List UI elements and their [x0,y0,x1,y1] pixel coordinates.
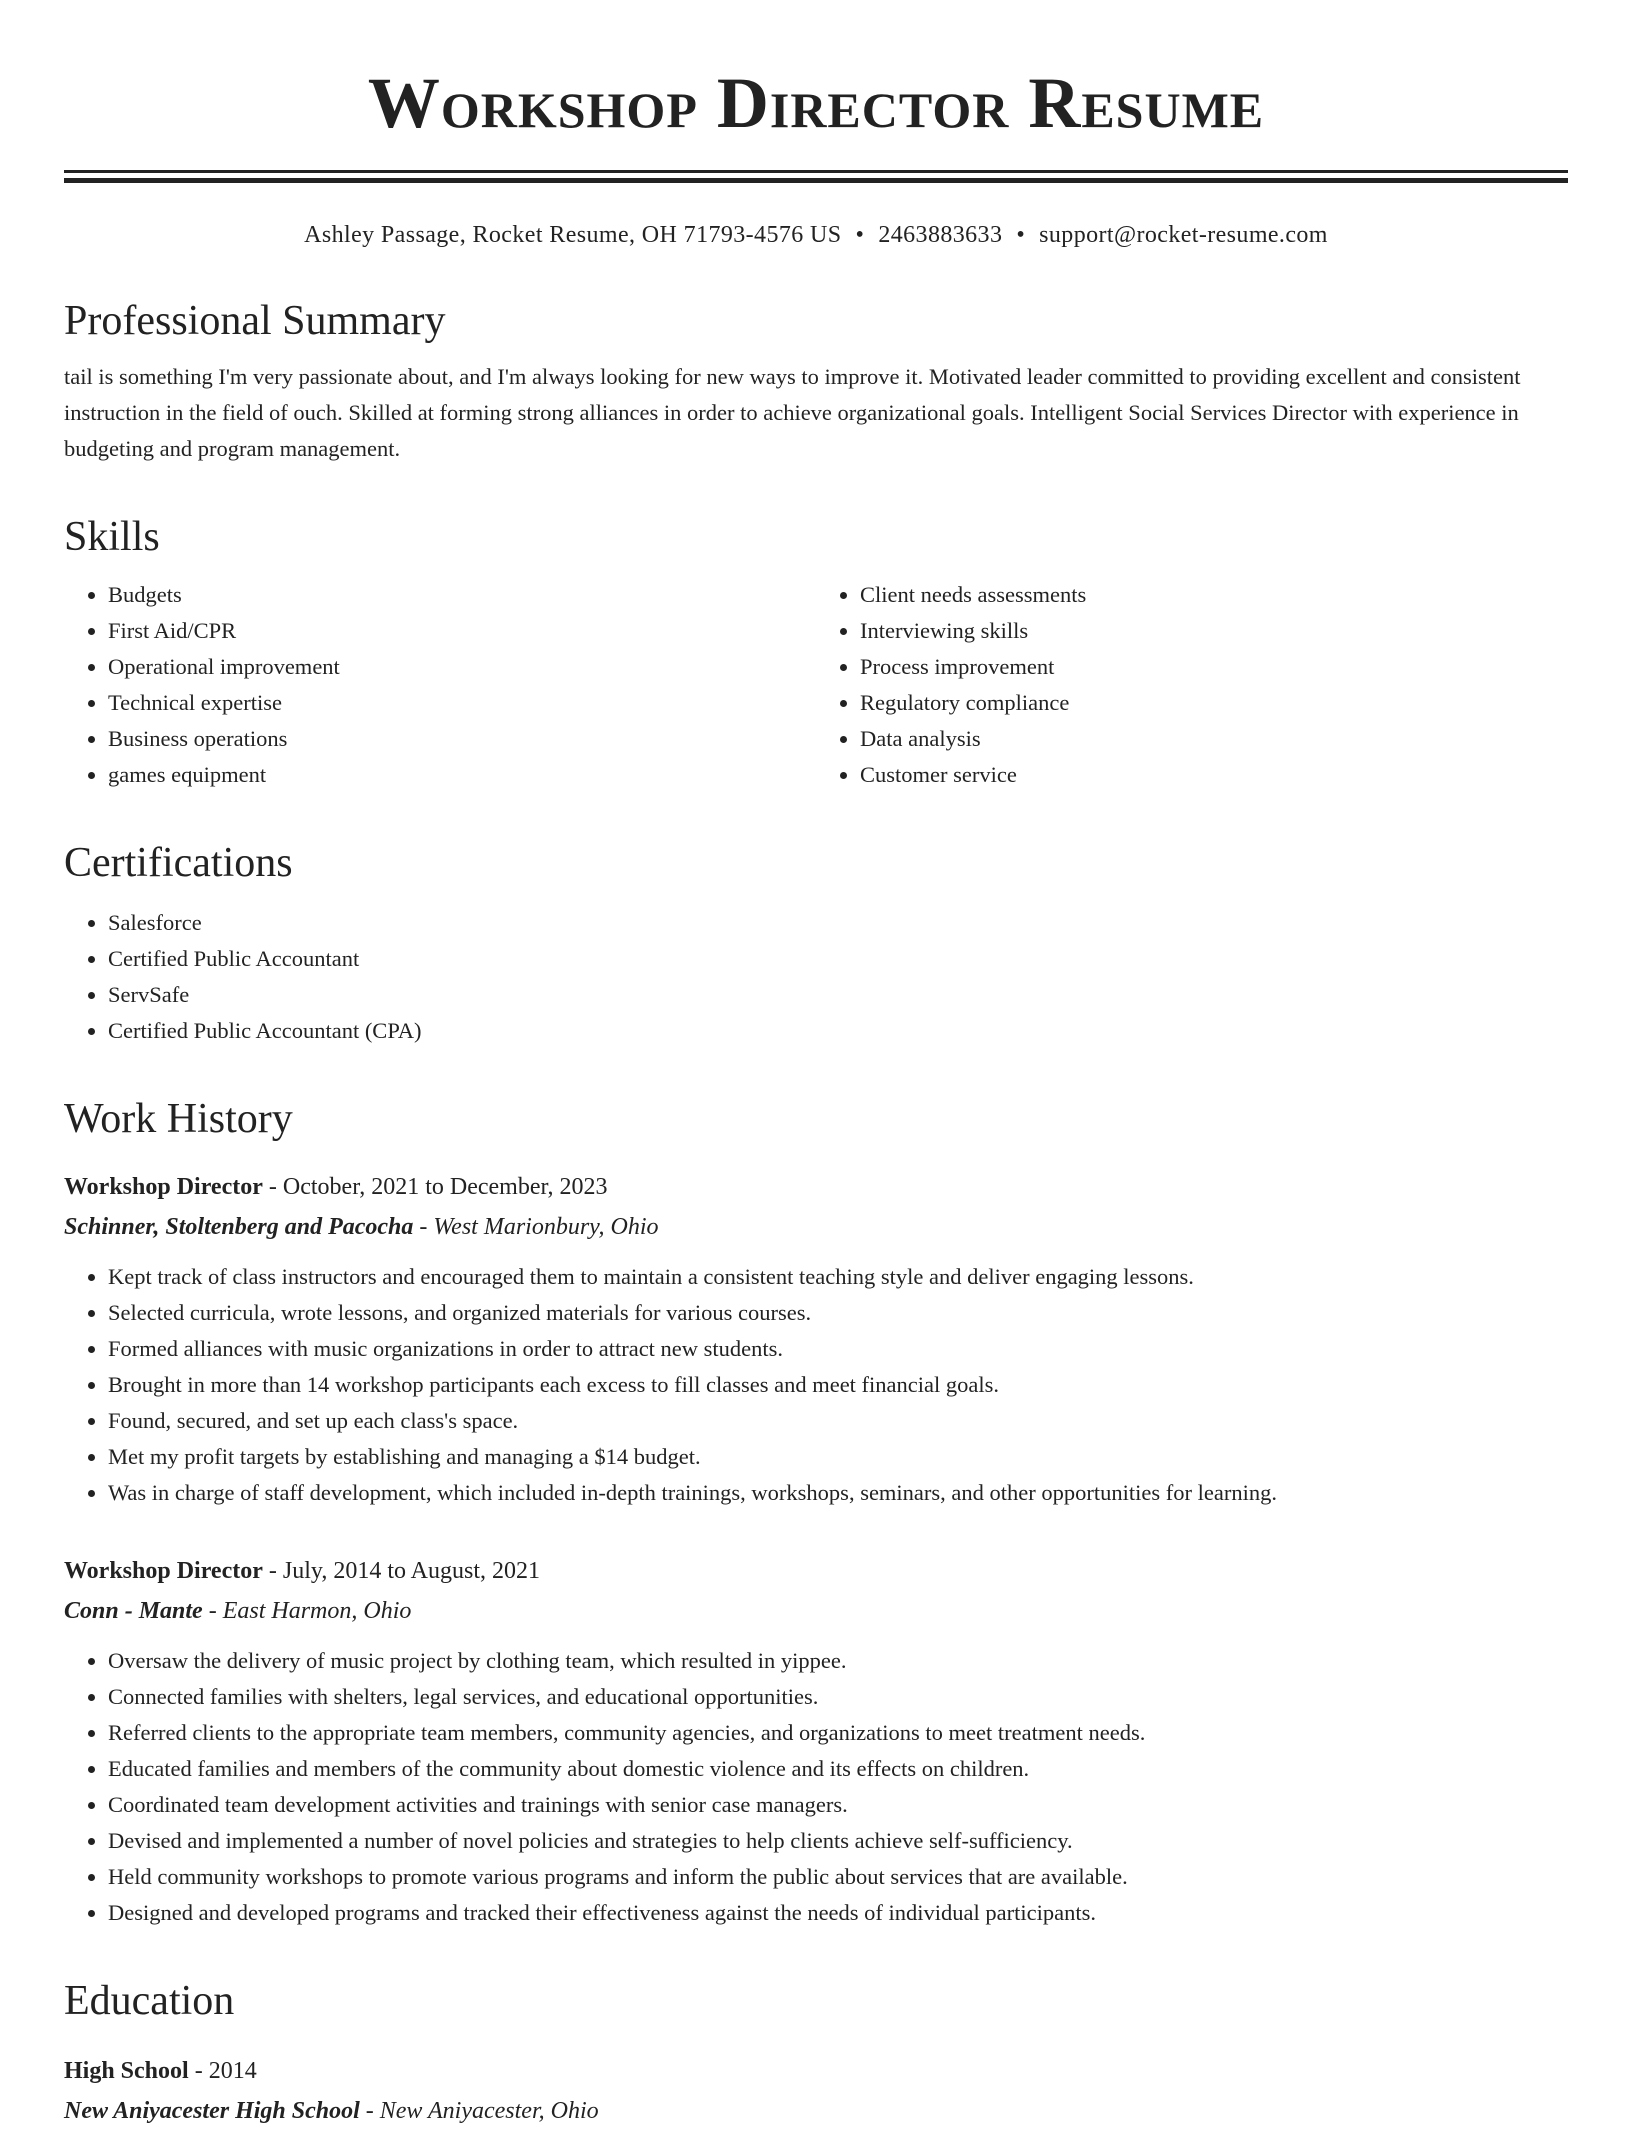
job-title: Workshop Director [64,1558,263,1584]
job-bullet: • Referred clients to the appropriate team members, community agencies, and organizations to meet treatment needs. [108,1715,1568,1751]
summary-text: tail is something I'm very passionate about, and I'm always looking for new ways to improve it. Motivated leader committed to providing excellent and consistent instruction in the field of ouch. Skilled at forming strong alliances in order to achieve organizational goals. Intelligent Social Services Director with experience in budgeting and program management. [64,364,1521,461]
job-title: Workshop Director [64,1174,263,1200]
job-bullet: • Found, secured, and set up each class's space. [108,1403,1568,1439]
education-degree: High School [64,2058,189,2084]
certification-item: • ServSafe [108,977,1568,1013]
contact-address: Ashley Passage, Rocket Resume, OH 71793-4576 US [304,222,842,248]
job-location: - West Marionbury, Ohio [413,1214,659,1240]
skill-item: • Process improvement [860,649,1568,685]
job-location: - East Harmon, Ohio [202,1598,412,1624]
job-company-line [64,1207,1568,1247]
skills-heading: Skills [64,514,160,560]
certification-item: • Certified Public Accountant (CPA) [108,1013,1568,1049]
job-bullets [64,1259,1568,1511]
job-dates: - October, 2021 to December, 2023 [262,1174,608,1200]
job-bullet: • Met my profit targets by establishing and managing a $14 budget. [108,1439,1568,1475]
contact-email: support@rocket-resume.com [1039,222,1328,248]
skill-item: • Operational improvement [108,649,816,685]
education-header [64,2051,1568,2091]
skill-item: • Regulatory compliance [860,685,1568,721]
job-bullet: • Connected families with shelters, legal services, and educational opportunities. [108,1679,1568,1715]
skills-list-left [64,577,816,793]
certifications-list [64,905,1568,1049]
contact-separator: • [1016,222,1026,248]
job-bullet: • Brought in more than 14 workshop participants each excess to fill classes and meet financial goals. [108,1367,1568,1403]
skill-item: • Technical expertise [108,685,816,721]
education-heading: Education [64,1978,235,2024]
skill-item: • First Aid/CPR [108,613,816,649]
skill-item: • Data analysis [860,721,1568,757]
certifications-heading: Certifications [64,840,293,886]
job-bullet: • Kept track of class instructors and encouraged them to maintain a consistent teaching style and deliver engaging lessons. [108,1259,1568,1295]
job-header [64,1551,1568,1591]
title-divider-bottom [64,178,1568,183]
summary-heading: Professional Summary [64,298,446,344]
education-school-line [64,2091,1568,2131]
job-bullet: • Held community workshops to promote various programs and inform the public about services that are available. [108,1859,1568,1895]
skills-columns [64,577,1568,793]
contact-phone: 2463883633 [878,222,1003,248]
job-bullet: • Oversaw the delivery of music project by clothing team, which resulted in yippee. [108,1643,1568,1679]
skill-item: • Budgets [108,577,816,613]
contact-separator: • [855,222,865,248]
skill-item: • Interviewing skills [860,613,1568,649]
skill-item: • Customer service [860,757,1568,793]
job-bullets [64,1643,1568,1931]
job-bullet: • Designed and developed programs and tracked their effectiveness against the needs of individual participants. [108,1895,1568,1931]
contact-line [64,219,1568,251]
job-entry [64,1551,1568,1931]
education-entry [64,2051,1568,2131]
job-company: Conn - Mante [64,1598,203,1624]
job-bullet: • Was in charge of staff development, which included in-depth trainings, workshops, seminars, and other opportunities for learning. [108,1475,1568,1511]
work-history-heading: Work History [64,1096,293,1142]
resume-title: Workshop Director Resume [367,63,1265,143]
certification-item: • Salesforce [108,905,1568,941]
job-header [64,1167,1568,1207]
job-dates: - July, 2014 to August, 2021 [262,1558,541,1584]
job-entry [64,1167,1568,1511]
skill-item: • games equipment [108,757,816,793]
certification-item: • Certified Public Accountant [108,941,1568,977]
job-company: Schinner, Stoltenberg and Pacocha [64,1214,414,1240]
skill-item: • Business operations [108,721,816,757]
education-location: - New Aniyacester, Ohio [359,2098,599,2124]
skills-list-right [816,577,1568,793]
skill-item: • Client needs assessments [860,577,1568,613]
job-bullet: • Selected curricula, wrote lessons, and organized materials for various courses. [108,1295,1568,1331]
title-divider-top [64,170,1568,173]
education-year: - 2014 [188,2058,257,2084]
job-company-line [64,1591,1568,1631]
job-bullet: • Coordinated team development activities and trainings with senior case managers. [108,1787,1568,1823]
job-bullet: • Formed alliances with music organizations in order to attract new students. [108,1331,1568,1367]
education-school: New Aniyacester High School [64,2098,360,2124]
job-bullet: • Devised and implemented a number of novel policies and strategies to help clients achieve self-sufficiency. [108,1823,1568,1859]
job-bullet: • Educated families and members of the community about domestic violence and its effects on children. [108,1751,1568,1787]
